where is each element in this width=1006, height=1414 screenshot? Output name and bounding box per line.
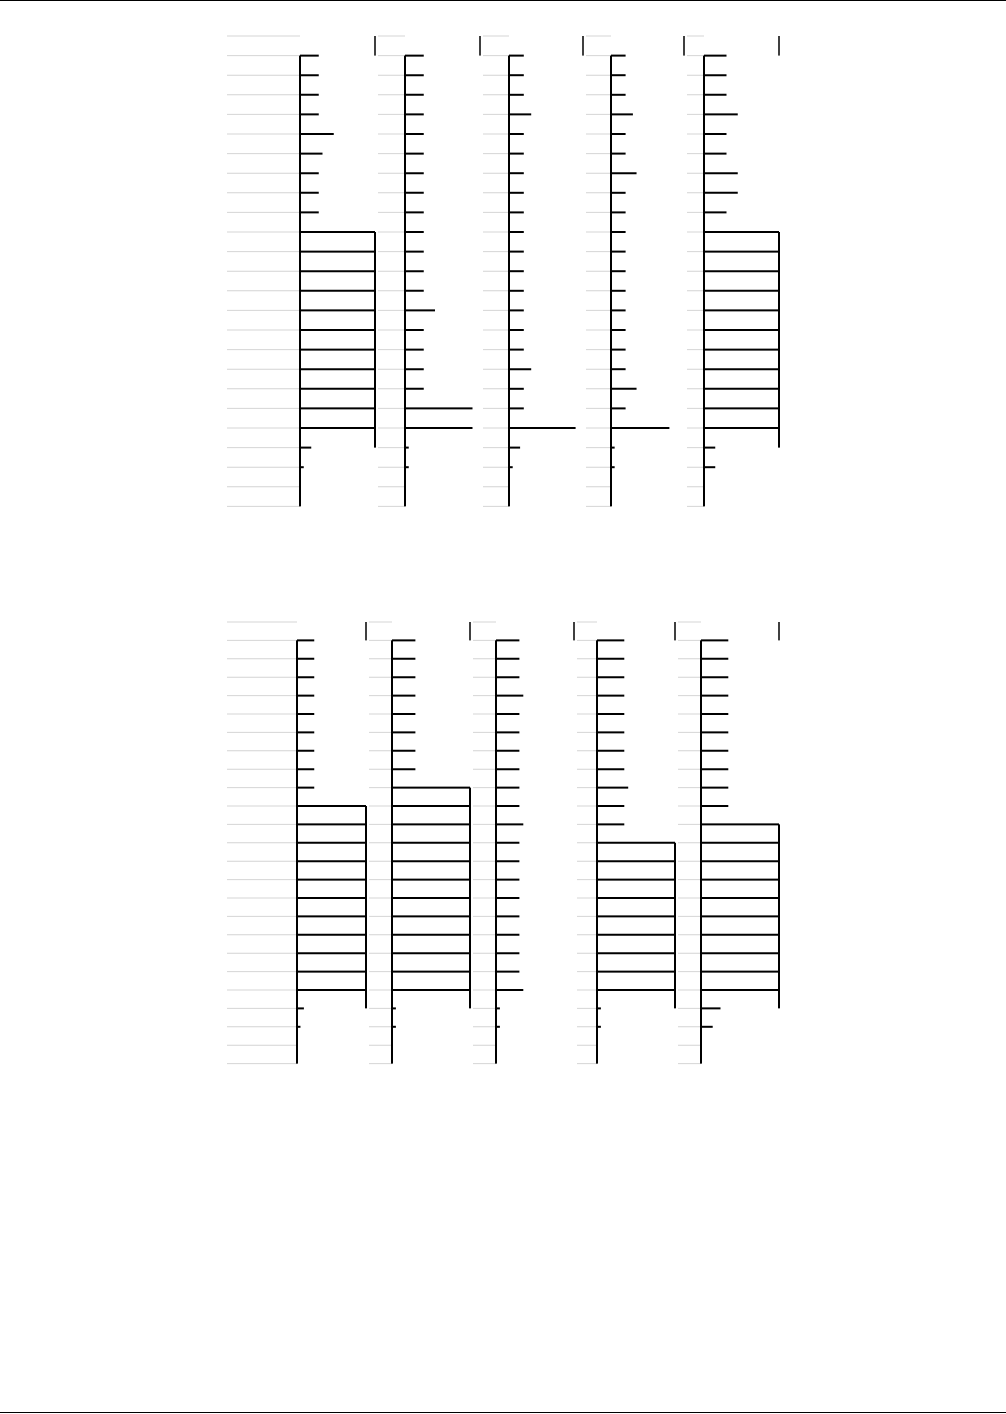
panel-2-svg [0,616,1006,1076]
diagram-panel-1 [0,30,1006,520]
bottom-page-rule [0,1412,1006,1413]
top-page-rule [0,0,1006,1]
diagram-panel-2 [0,616,1006,1076]
panel-1-svg [0,30,1006,520]
